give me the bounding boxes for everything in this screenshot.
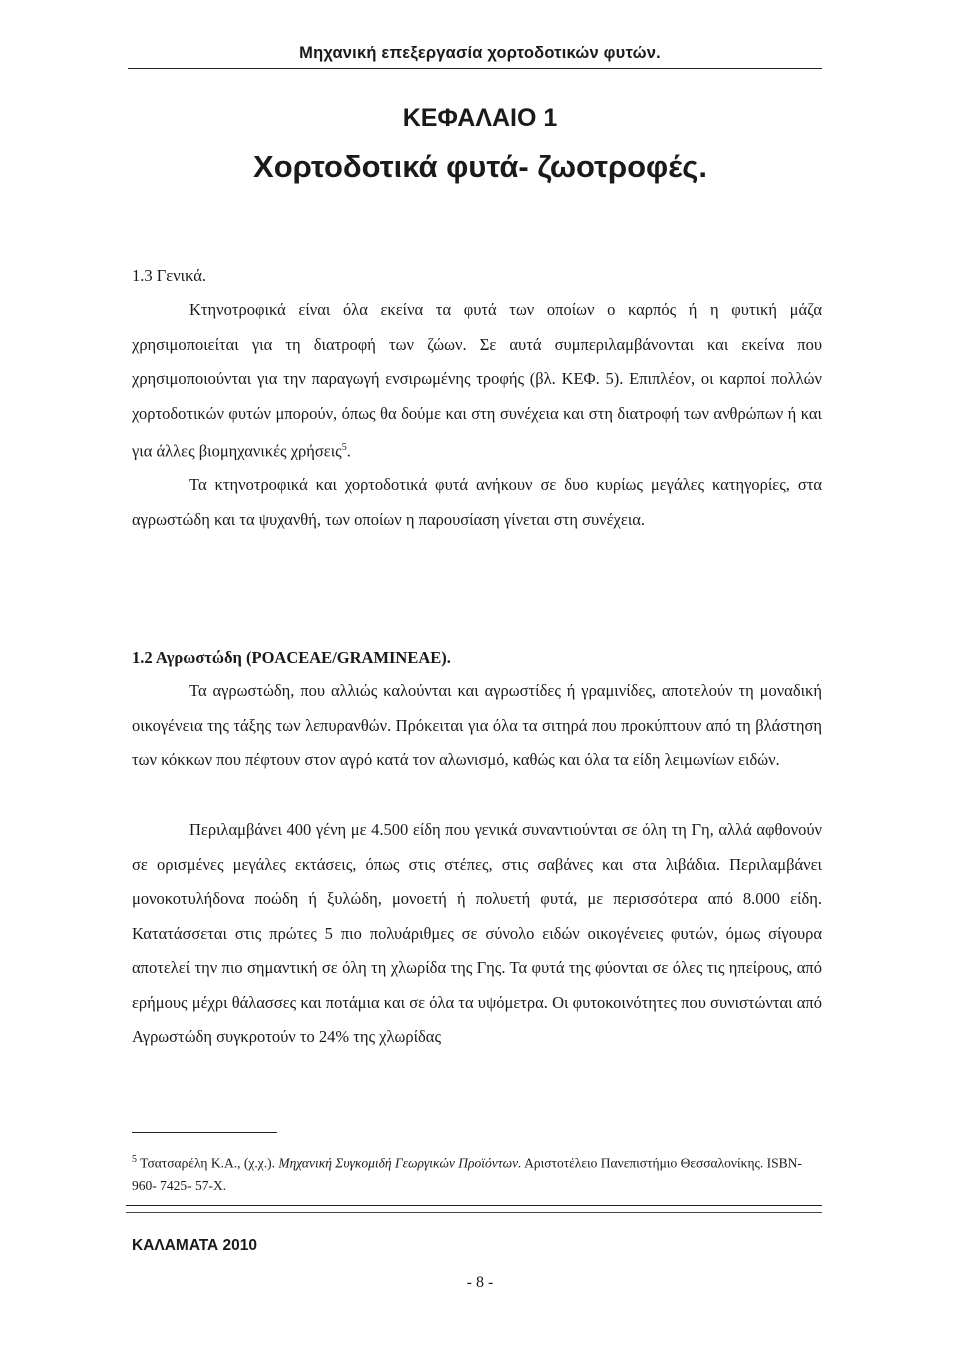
footer-place-year: ΚΑΛΑΜΑΤΑ 2010	[132, 1237, 258, 1254]
footnote-ref[interactable]: 5	[341, 442, 347, 453]
header-rule	[128, 68, 822, 69]
running-header: Μηχανική επεξεργασία χορτοδοτικών φυτών.	[299, 44, 661, 62]
footnote: $^5$ Τσατσαρέλη Κ.Α., (χ.χ.). Μηχανική Συγκομιδή Γεωργικών Προϊόντων. Αριστοτέλειο Πανεπιστήμιο Θεσσαλονίκης. ISBN- 960- 7425- 57-Χ.	[132, 1154, 802, 1193]
page-number: - 8 -	[466, 1274, 494, 1291]
footnote-marker: 5	[132, 1154, 137, 1165]
footnote-book-title: Μηχανική Συγκομιδή Γεωργικών Προϊόντων.	[278, 1155, 522, 1171]
chapter-number: ΚΕΦΑΛΑΙΟ 1	[402, 104, 558, 132]
footer-rule-top	[126, 1205, 822, 1206]
footer-rule-bottom	[126, 1212, 822, 1213]
paragraph-grasses-2: Περιλαμβάνει 400 γένη με 4.500 είδη που γενικά συναντιούνται σε όλη τη Γη, αλλά αφθονούν σε ορισμένες μεγάλες εκτάσεις, όπως στις στέπες, στις σαβάνες και στα λιβάδια. Περιλαμβάνει μονοκοτυλήδονα ποώδη ή ξυλώδη, μονοετή ή πολυετή φυτά, με περισσότερα από 8.000 είδη. Κατατάσσεται στις πρώτες 5 πιο πολυάριθμες σε σύνολο ειδών οικογένειες φυτών, όμως σίγουρα αποτελεί την πιο σημαντική σε όλη τη χλωρίδα της Γης. Τα φυτά της φύονται σε όλες τις ηπείρους, από ερήμους μέχρι θάλασσες και ποτάμια και σε όλα τα υψόμετρα. Οι φυτοκοινότητες που συνιστώνται από Αγρωστώδη συγκροτούν το 24% της χλωρίδας	[132, 820, 822, 1046]
footnote-separator	[132, 1132, 277, 1133]
paragraph-general-2: Τα κτηνοτροφικά και χορτοδοτικά φυτά ανήκουν σε δυο κυρίως μεγάλες κατηγορίες, στα αγρωστώδη και τα ψυχανθή, των οποίων η παρουσίαση γίνεται στη συνέχεια.	[132, 475, 822, 529]
paragraph-grasses-1: Τα αγρωστώδη, που αλλιώς καλούνται και αγρωστίδες ή γραμινίδες, αποτελούν τη μοναδική οικογένεια της τάξης των λεπυρανθών. Πρόκειται για όλα τα σιτηρά που προκύπτουν από τη βλάστηση των κόκκων που πέφτουν στον αγρό κατά τον αλωνισμό, καθώς και όλα τα είδη λειμωνίων ειδών.	[132, 681, 822, 769]
chapter-title: Χορτοδοτικά φυτά- ζωοτροφές.	[253, 149, 707, 184]
section-heading-general: 1.3 Γενικά.	[132, 266, 207, 285]
paragraph-general-1: Κτηνοτροφικά είναι όλα εκείνα τα φυτά των οποίων ο καρπός ή η φυτική μάζα χρησιμοποιείται για τη διατροφή των ζώων. Σε αυτά συμπεριλαμβάνονται και εκείνα που χρησιμοποιούνται για την παραγωγή ενσιρωμένης τροφής (βλ. ΚΕΦ. 5). Επιπλέον, οι καρποί πολλών χορτοδοτικών φυτών μπορούν, όπως θα δούμε και στη συνέχεια και στη διατροφή των ανθρώπων ή και για άλλες βιομηχανικές χρήσεις$^5$.	[132, 300, 822, 461]
section-heading-grasses: 1.2 Αγρωστώδη (POACEAE/GRAMINEAE).	[132, 648, 451, 667]
